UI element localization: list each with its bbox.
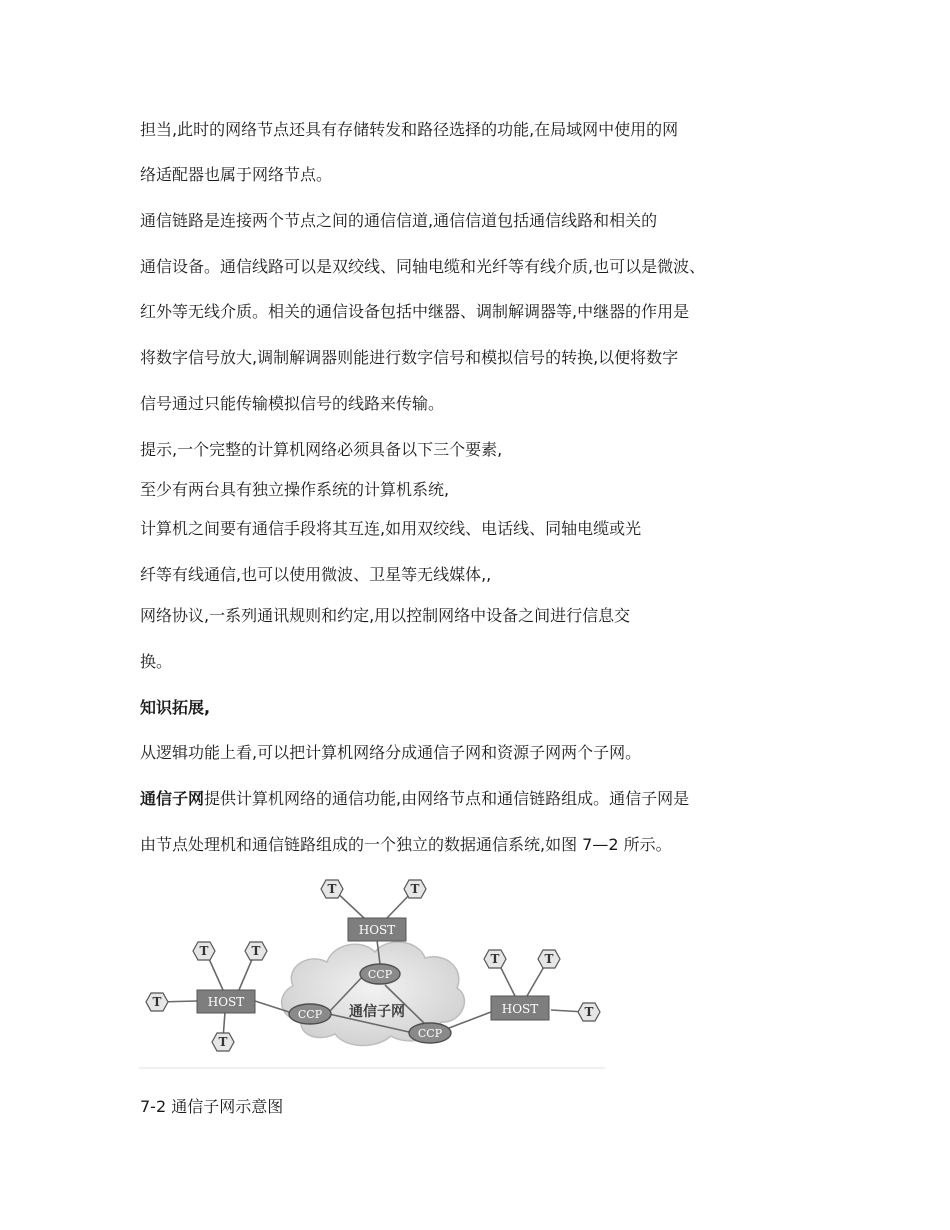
host-left	[197, 990, 255, 1013]
line-12: 网络协议,一系列通讯规则和约定,用以控制网络中设备之间进行信息交	[140, 606, 631, 625]
svg-text:T: T	[410, 882, 420, 896]
line-1: 担当,此时的网络节点还具有存储转发和路径选择的功能,在局域网中使用的网	[140, 120, 679, 139]
line-6: 将数字信号放大,调制解调器则能进行数字信号和模拟信号的转换,以便将数字	[140, 348, 679, 367]
para-subnet-2: 由节点处理机和通信链路组成的一个独立的数据通信系统,如图 7—2 所示。	[140, 835, 672, 854]
line-3: 通信链路是连接两个节点之间的通信信道,通信信道包括通信线路和相关的	[140, 211, 658, 230]
line-10: 计算机之间要有通信手段将其互连,如用双绞线、电话线、同轴电缆或光	[140, 519, 642, 538]
figure-caption: 7-2 通信子网示意图	[140, 1097, 284, 1116]
line-11: 纤等有线通信,也可以使用微波、卫星等无线媒体,,	[140, 565, 492, 584]
svg-text:CCP: CCP	[417, 1027, 443, 1040]
line-8: 提示,一个完整的计算机网络必须具备以下三个要素,	[140, 440, 503, 459]
svg-text:T: T	[327, 882, 337, 896]
para-subnet	[140, 788, 689, 810]
subnet-diagram	[139, 872, 607, 1072]
svg-text:CCP: CCP	[297, 1008, 323, 1021]
line-2: 络适配器也属于网络节点。	[140, 165, 333, 184]
host-top	[348, 918, 406, 941]
svg-text:T: T	[584, 1005, 594, 1019]
svg-text:T: T	[218, 1035, 228, 1049]
ccp-right	[409, 1023, 451, 1043]
ccp-top	[360, 964, 400, 984]
svg-text:T: T	[199, 944, 209, 958]
host-right	[491, 996, 549, 1020]
svg-text:T: T	[152, 995, 162, 1009]
svg-text:CCP: CCP	[367, 968, 393, 981]
line-4: 通信设备。通信线路可以是双绞线、同轴电缆和光纤等有线介质,也可以是微波、	[140, 257, 706, 276]
svg-text:T: T	[544, 952, 554, 966]
svg-text:HOST: HOST	[501, 1002, 539, 1016]
subnet-def: 提供计算机网络的通信功能,由网络节点和通信链路组成。通信子网是	[204, 789, 690, 808]
line-5: 红外等无线介质。相关的通信设备包括中继器、调制解调器等,中继器的作用是	[140, 302, 690, 321]
svg-text:T: T	[251, 944, 261, 958]
line-7: 信号通过只能传输模拟信号的线路来传输。	[140, 394, 445, 413]
line-9: 至少有两台具有独立操作系统的计算机系统,	[140, 480, 450, 499]
para-logic: 从逻辑功能上看,可以把计算机网络分成通信子网和资源子网两个子网。	[140, 743, 642, 762]
line-13: 换。	[140, 652, 173, 671]
ccp-left	[289, 1004, 331, 1024]
cloud-label: 通信子网	[349, 1004, 405, 1020]
svg-text:HOST: HOST	[358, 923, 396, 937]
subnet-term: 通信子网	[140, 789, 205, 808]
section-heading: 知识拓展,	[140, 698, 211, 717]
svg-text:HOST: HOST	[207, 995, 245, 1009]
svg-text:T: T	[490, 952, 500, 966]
